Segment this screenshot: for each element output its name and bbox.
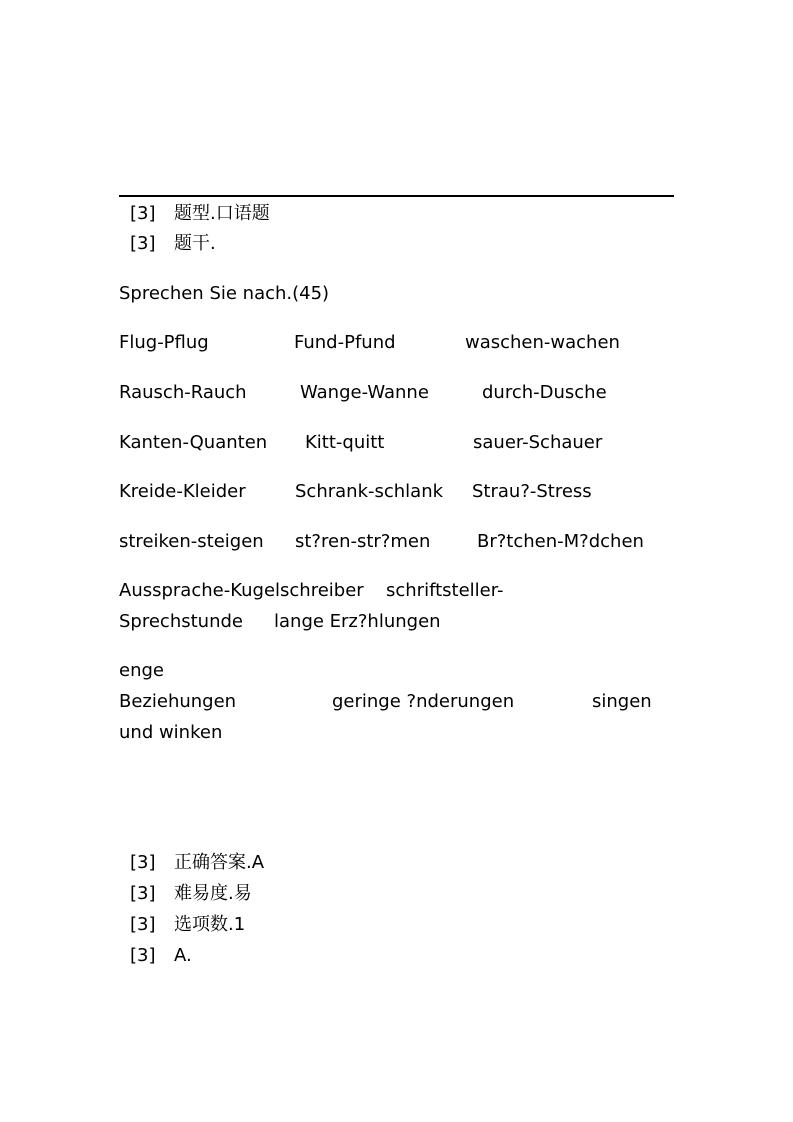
word-pair: Wange-Wanne [300, 382, 429, 403]
word-pair: sauer-Schauer [473, 432, 603, 453]
phrase: Aussprache-Kugelschreiber [119, 580, 364, 601]
question-stem-line [130, 233, 216, 255]
phrase: Sprechstunde [119, 611, 243, 632]
word-pair: st?ren-str?men [295, 531, 431, 552]
word-pair: Strau?-Stress [472, 481, 592, 502]
word-pair: Kreide-Kleider [119, 481, 246, 502]
level-tag: [3] [130, 852, 156, 873]
correct-answer-label: 正确答案.A [174, 852, 265, 873]
word-pair: Kanten-Quanten [119, 432, 268, 453]
phrase: schriftsteller- [386, 580, 504, 601]
word-pair: streiken-steigen [119, 531, 264, 552]
phrase: singen [592, 691, 652, 712]
word-pair: Fund-Pfund [294, 332, 396, 353]
top-rule [119, 195, 674, 197]
phrase: geringe ?nderungen [332, 691, 515, 712]
option-a-line [130, 945, 192, 967]
instruction-text: Sprechen Sie nach.(45) [119, 283, 330, 304]
question-type-label: 题型.口语题 [174, 203, 270, 224]
level-tag: [3] [130, 233, 156, 254]
difficulty-label: 难易度.易 [174, 883, 252, 904]
word-pair: Schrank-schlank [295, 481, 444, 502]
level-tag: [3] [130, 945, 156, 966]
options-count-label: 选项数.1 [174, 914, 246, 935]
correct-answer-line [130, 852, 264, 874]
word-pair: Flug-Pflug [119, 332, 209, 353]
phrase: Beziehungen [119, 691, 237, 712]
difficulty-line [130, 883, 252, 905]
word-pair: waschen-wachen [465, 332, 620, 353]
word-pair: Rausch-Rauch [119, 382, 247, 403]
phrase: enge [119, 660, 164, 681]
question-type-line [130, 203, 270, 225]
options-count-line [130, 914, 245, 936]
phrase: und winken [119, 722, 223, 743]
word-pair: Br?tchen-M?dchen [477, 531, 644, 552]
question-stem-label: 题干. [174, 233, 216, 254]
level-tag: [3] [130, 203, 156, 224]
level-tag: [3] [130, 914, 156, 935]
word-pair: Kitt-quitt [305, 432, 385, 453]
level-tag: [3] [130, 883, 156, 904]
option-a-label: A. [174, 945, 192, 966]
word-pair: durch-Dusche [482, 382, 607, 403]
phrase: lange Erz?hlungen [274, 611, 441, 632]
